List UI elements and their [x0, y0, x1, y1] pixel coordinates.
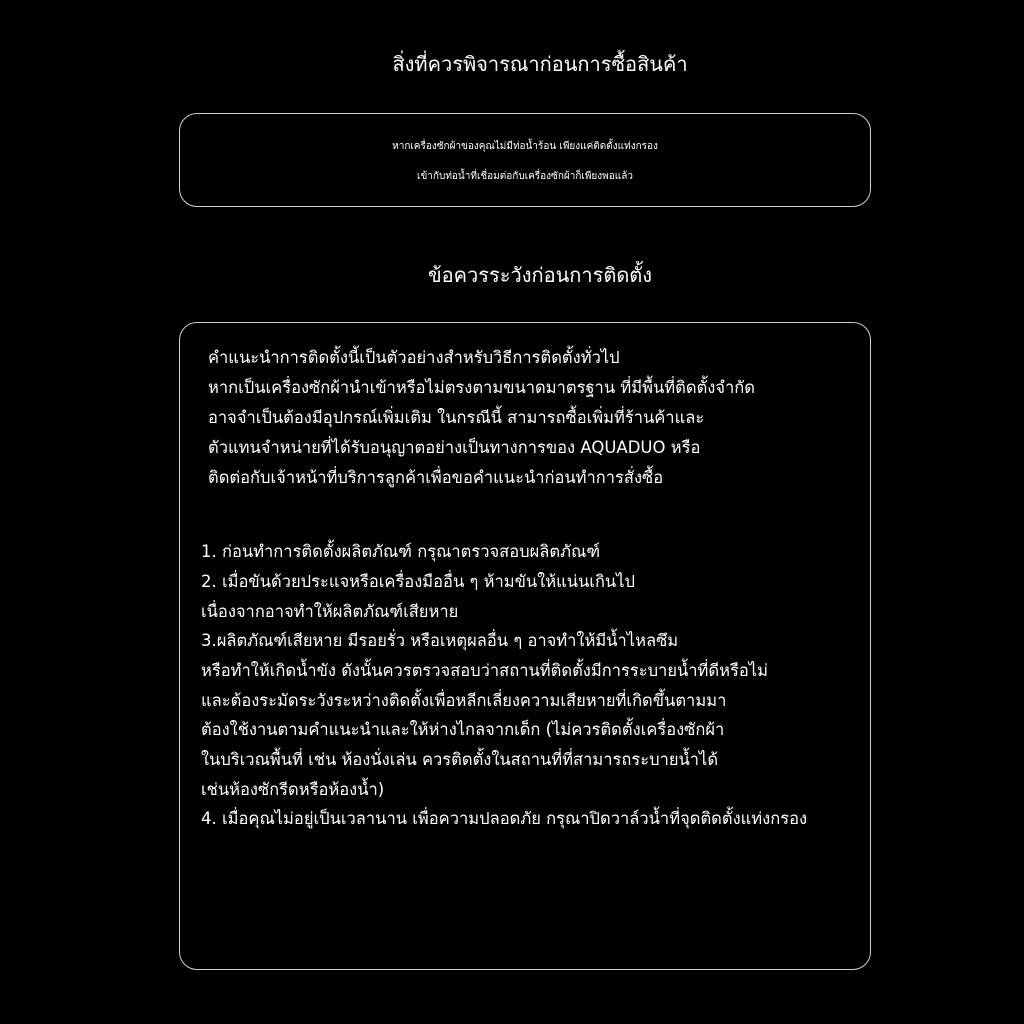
precaution-list-line: 1. ก่อนทำการติดตั้งผลิตภัณฑ์ กรุณาตรวจสอบผลิตภัณฑ์: [201, 542, 601, 561]
section-title-purchase-considerations: สิ่งที่ควรพิจารณาก่อนการซื้อสินค้า: [392, 52, 688, 76]
section-title-installation-precautions: ข้อควรระวังก่อนการติดตั้ง: [427, 263, 653, 287]
intro-text-line: คำแนะนำการติดตั้งนี้เป็นตัวอย่างสำหรับวิธีการติดตั้งทั่วไป: [208, 348, 620, 367]
precaution-list-line: หรือทำให้เกิดน้ำขัง ดังนั้นควรตรวจสอบว่าสถานที่ติดตั้งมีการระบายน้ำที่ดีหรือไม่: [201, 661, 768, 680]
precaution-list-line: 3.ผลิตภัณฑ์เสียหาย มีรอยรั่ว หรือเหตุผลอื่น ๆ อาจทำให้มีน้ำไหลซึม: [201, 631, 679, 650]
intro-text-line: ติดต่อกับเจ้าหน้าที่บริการลูกค้าเพื่อขอคำแนะนำก่อนทำการสั่งซื้อ: [208, 468, 664, 487]
box-text-line: เข้ากับท่อน้ำที่เชื่อมต่อกับเครื่องซักผ้าก็เพียงพอแล้ว: [417, 171, 633, 182]
precaution-list-line: ต้องใช้งานตามคำแนะนำและให้ห่างไกลจากเด็ก (ไม่ควรติดตั้งเครื่องซักผ้า: [201, 720, 725, 739]
intro-text-line: ตัวแทนจำหน่ายที่ได้รับอนุญาตอย่างเป็นทางการของ AQUADUO หรือ: [208, 438, 701, 457]
precaution-list-line: ในบริเวณพื้นที่ เช่น ห้องนั่งเล่น ควรติดตั้งในสถานที่ที่สามารถระบายน้ำได้: [201, 750, 719, 769]
box-text-line: หากเครื่องซักผ้าของคุณไม่มีท่อน้ำร้อน เพียงแค่ติดตั้งแท่งกรอง: [392, 141, 658, 152]
precaution-list-line: 4. เมื่อคุณไม่อยู่เป็นเวลานาน เพื่อความปลอดภัย กรุณาปิดวาล์วน้ำที่จุดติดตั้งแท่งกรอง: [201, 809, 808, 828]
precaution-list-line: เช่นห้องซักรีดหรือห้องน้ำ): [201, 780, 385, 799]
installation-precautions-box: [179, 322, 871, 970]
purchase-considerations-box: [179, 113, 871, 207]
intro-text-line: อาจจำเป็นต้องมีอุปกรณ์เพิ่มเติม ในกรณีนี้ สามารถซื้อเพิ่มที่ร้านค้าและ: [208, 408, 705, 427]
intro-text-line: หากเป็นเครื่องซักผ้านำเข้าหรือไม่ตรงตามขนาดมาตรฐาน ที่มีพื้นที่ติดตั้งจำกัด: [208, 378, 755, 397]
precaution-list-line: 2. เมื่อขันด้วยประแจหรือเครื่องมืออื่น ๆ ห้ามขันให้แน่นเกินไป: [201, 572, 635, 591]
precaution-list-line: และต้องระมัดระวังระหว่างติดตั้งเพื่อหลีกเลี่ยงความเสียหายที่เกิดขึ้นตามมา: [201, 691, 727, 710]
precaution-list-line: เนื่องจากอาจทำให้ผลิตภัณฑ์เสียหาย: [201, 602, 459, 621]
